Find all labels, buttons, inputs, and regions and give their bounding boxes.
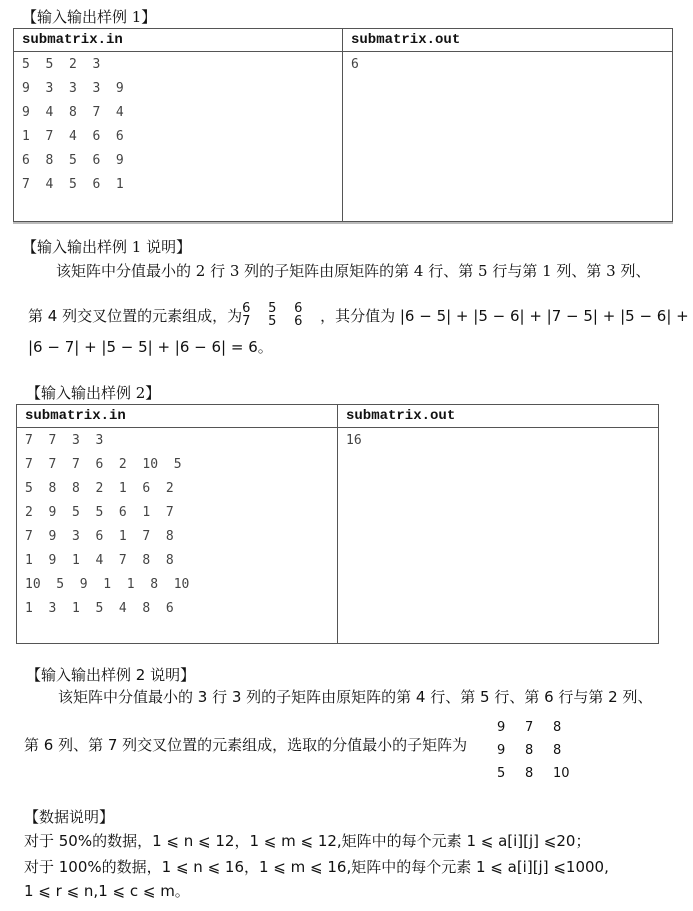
file-line: 1 3 1 5 4 8 6	[25, 601, 174, 616]
input-content	[17, 428, 338, 644]
file-line: 10 5 9 1 1 8 10	[25, 577, 190, 592]
sample1-explain-line2	[28, 300, 689, 330]
output-content	[343, 52, 673, 222]
sample1-explain-line1: 该矩阵中分值最小的 2 行 3 列的子矩阵由原矩阵的第 4 行、第 5 行与第 1 列、第 3 列、	[56, 262, 651, 280]
matrix-row	[242, 302, 320, 315]
inline-matrix	[242, 302, 320, 328]
file-line: 6	[351, 57, 359, 72]
matrix-cell: 8	[525, 743, 534, 758]
matrix-row	[497, 762, 581, 785]
file-line: 7 4 5 6 1	[22, 177, 124, 192]
matrix-cell: 6	[294, 314, 303, 329]
matrix-cell: 9	[497, 720, 506, 735]
output-content	[338, 428, 659, 644]
data-note-line3: 1 ⩽ r ⩽ n,1 ⩽ c ⩽ m。	[24, 882, 190, 900]
matrix-cell: 8	[525, 766, 534, 781]
matrix-row	[497, 716, 581, 739]
matrix-row	[497, 739, 581, 762]
sample1-explain-line3: |6 − 7| + |5 − 5| + |6 − 6| = 6。	[28, 338, 273, 356]
file-line: 9 4 8 7 4	[22, 105, 124, 120]
sample2-heading: 【输入输出样例 2】	[26, 384, 161, 402]
file-line: 5 8 8 2 1 6 2	[25, 481, 174, 496]
file-line: 9 3 3 3 9	[22, 81, 124, 96]
input-content	[14, 52, 343, 222]
matrix-cell: 7	[525, 720, 534, 735]
sample2-result-matrix	[497, 716, 581, 785]
matrix-cell: 10	[553, 766, 570, 781]
sample1-explain-heading: 【输入输出样例 1 说明】	[22, 238, 192, 256]
sample2-explain-heading: 【输入输出样例 2 说明】	[26, 666, 196, 684]
matrix-cell: 6	[294, 301, 303, 316]
file-line: 7 7 7 6 2 10 5	[25, 457, 182, 472]
output-file-header: submatrix.out	[343, 29, 673, 52]
file-line: 1 7 4 6 6	[22, 129, 124, 144]
data-note-line1: 对于 50%的数据，1 ⩽ n ⩽ 12，1 ⩽ m ⩽ 12,矩阵中的每个元素 1 ⩽ a[i][j] ⩽20；	[24, 832, 591, 850]
sample1-io-table	[13, 28, 673, 222]
sample2-explain-line1: 该矩阵中分值最小的 3 行 3 列的子矩阵由原矩阵的第 4 行、第 5 行、第 6 行与第 2 列、	[58, 688, 653, 706]
data-note-heading: 【数据说明】	[24, 808, 115, 826]
sample2-io-table	[16, 404, 659, 644]
matrix-cell: 7	[242, 314, 251, 329]
matrix-cell: 8	[553, 743, 562, 758]
file-line: 7 9 3 6 1 7 8	[25, 529, 174, 544]
matrix-cell: 5	[497, 766, 506, 781]
matrix-cell: 5	[268, 314, 277, 329]
input-file-header: submatrix.in	[14, 29, 343, 52]
explain-line2-suffix: ，其分值为 |6 − 5| + |5 − 6| + |7 − 5| + |5 − 6| +	[320, 306, 689, 325]
output-file-header: submatrix.out	[338, 405, 659, 428]
data-note-line2: 对于 100%的数据，1 ⩽ n ⩽ 16，1 ⩽ m ⩽ 16,矩阵中的每个元素 1 ⩽ a[i][j] ⩽1000,	[24, 858, 609, 876]
file-line: 16	[346, 433, 362, 448]
file-line: 5 5 2 3	[22, 57, 101, 72]
file-line: 2 9 5 5 6 1 7	[25, 505, 174, 520]
file-line: 6 8 5 6 9	[22, 153, 124, 168]
explain-line2-prefix: 第 4 列交叉位置的元素组成，为	[28, 306, 243, 325]
file-line: 1 9 1 4 7 8 8	[25, 553, 174, 568]
matrix-cell: 8	[553, 720, 562, 735]
input-file-header: submatrix.in	[17, 405, 338, 428]
matrix-cell: 6	[242, 301, 251, 316]
sample2-explain-line2: 第 6 列、第 7 列交叉位置的元素组成，选取的分值最小的子矩阵为	[24, 736, 468, 754]
matrix-cell: 9	[497, 743, 506, 758]
matrix-row	[242, 315, 320, 328]
file-line: 7 7 3 3	[25, 433, 104, 448]
sample1-heading: 【输入输出样例 1】	[22, 8, 157, 26]
matrix-cell: 5	[268, 301, 277, 316]
